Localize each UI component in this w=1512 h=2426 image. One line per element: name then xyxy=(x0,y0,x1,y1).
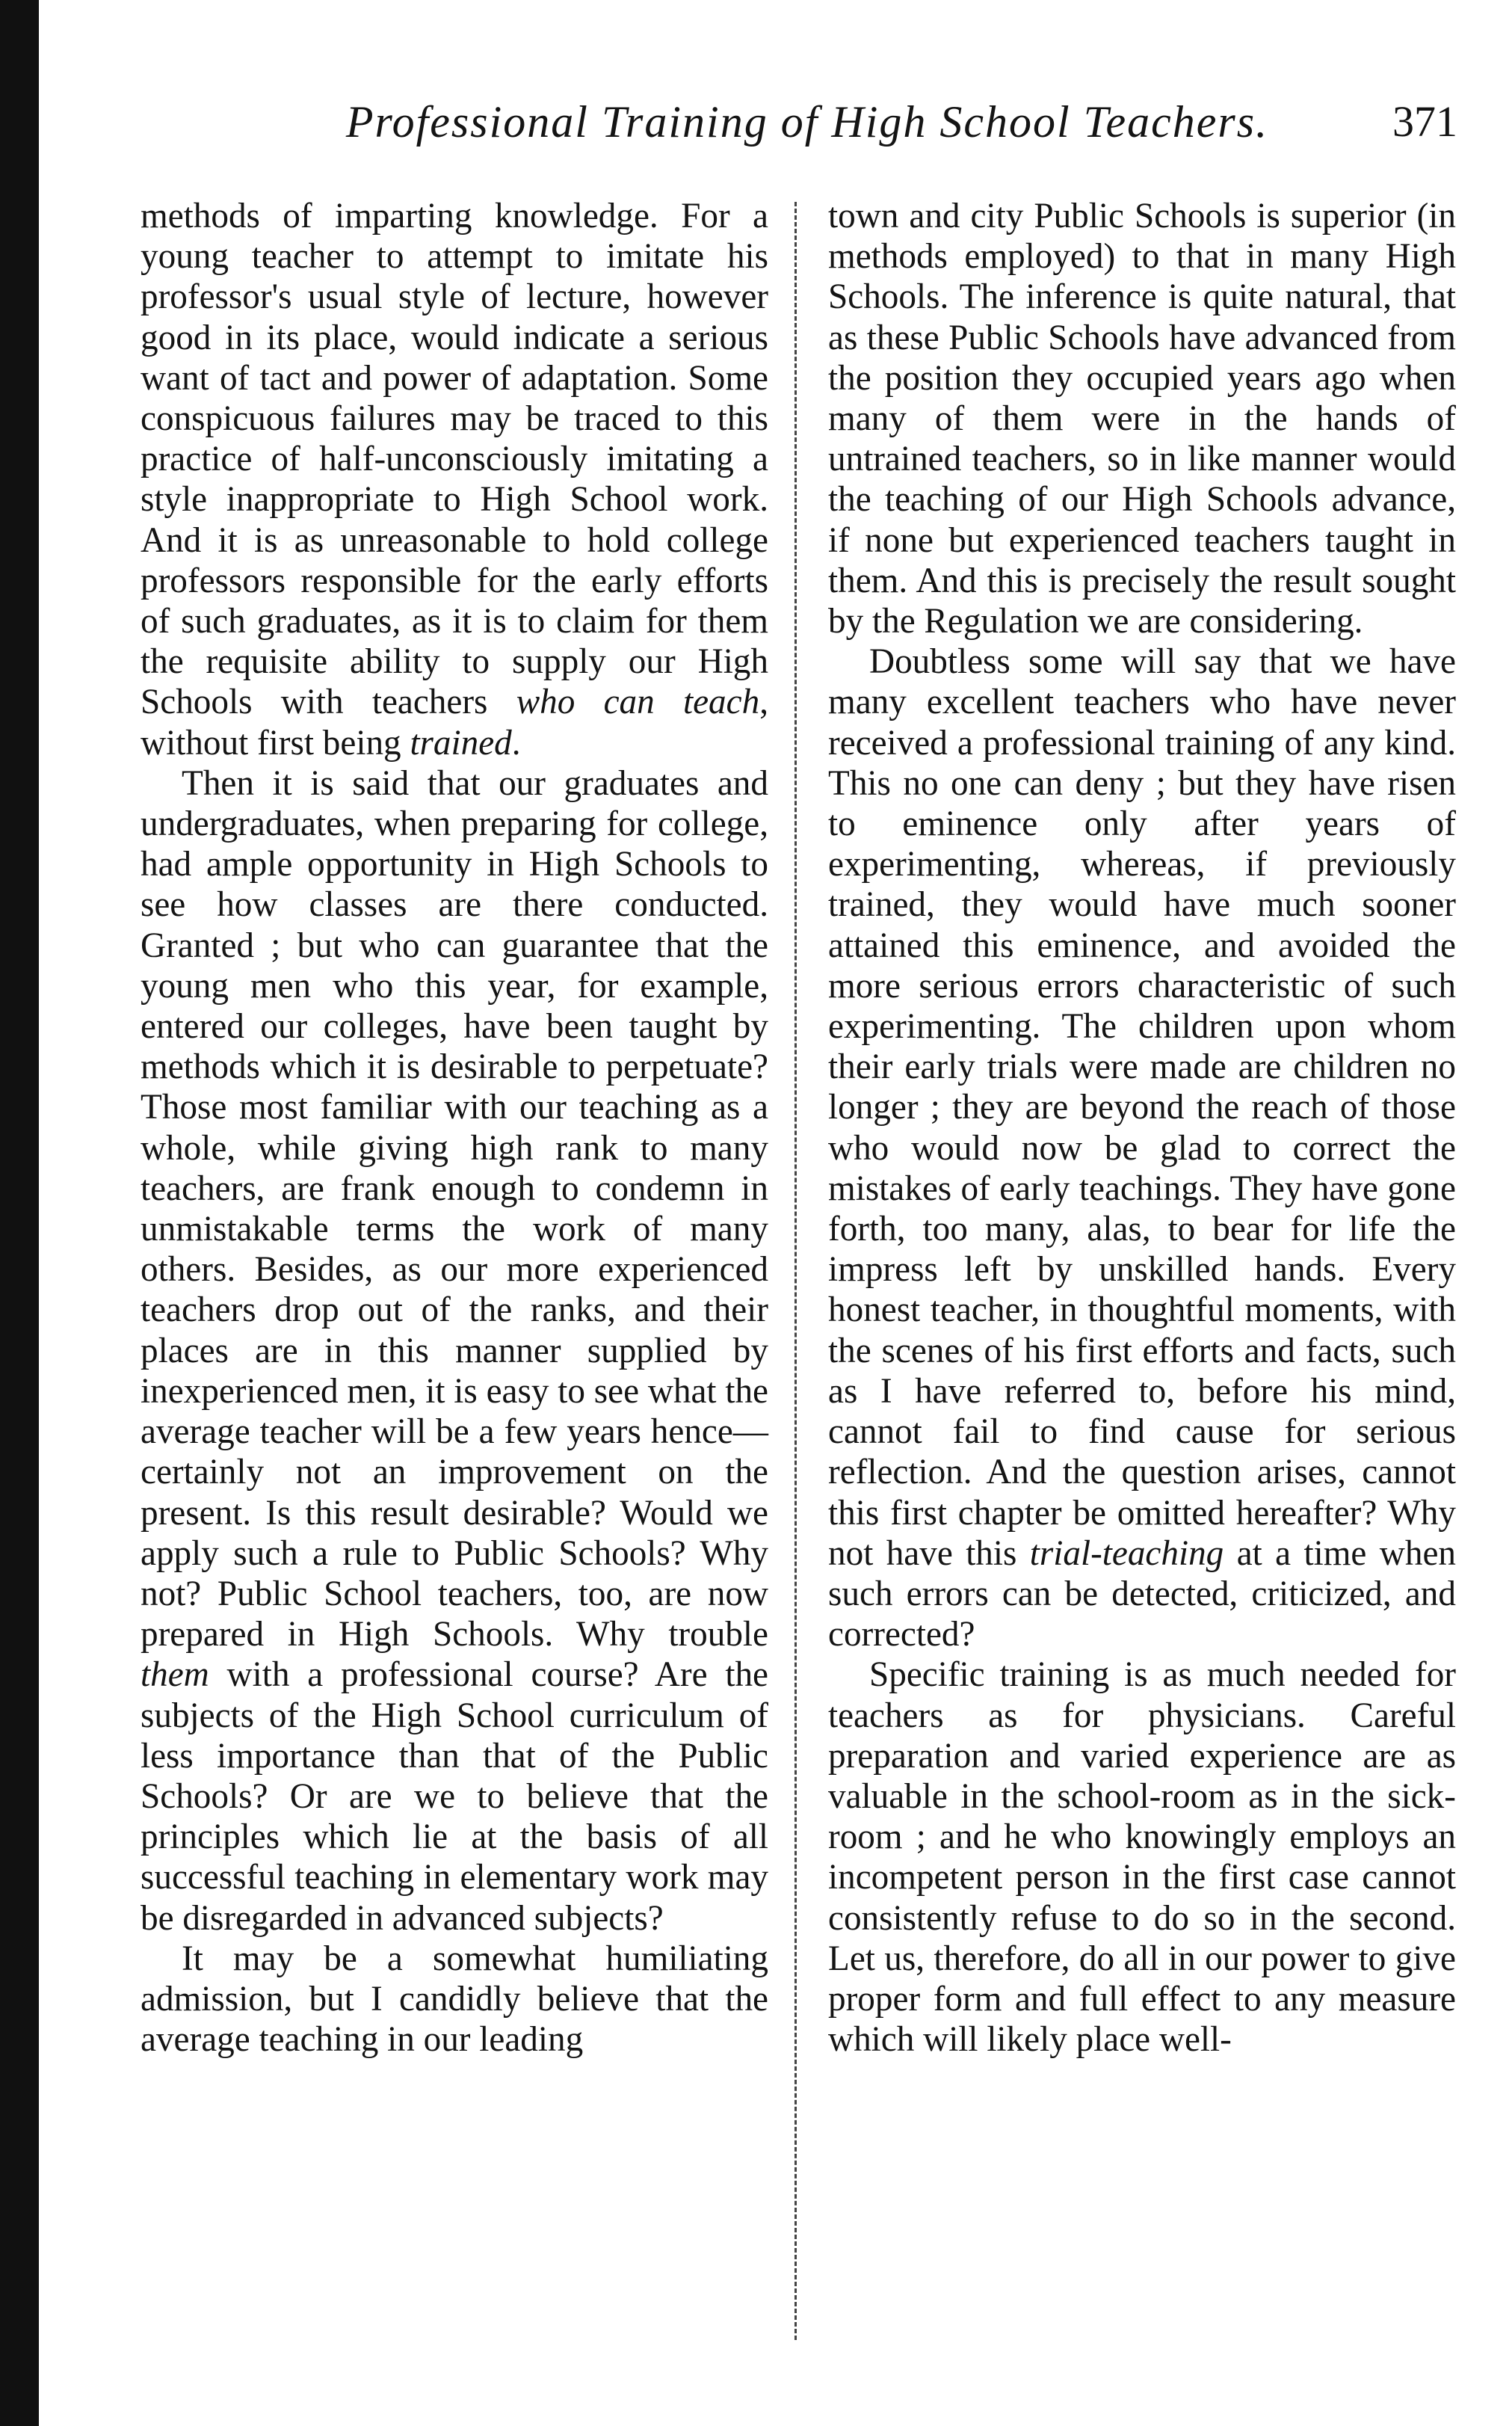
left-p2-italic-word: them xyxy=(141,1655,209,1695)
left-p1-middle-text: , without first being xyxy=(141,683,768,763)
right-p2-end: at a time when such errors can be detected, criticized, and corrected? xyxy=(828,1533,1456,1654)
left-p2-text-b: with a professional course? Are the subjects of the High School curriculum of less importance than that of the Public Schools? Or are we to believe that the principles which lie at the basis of all successful teaching in elementary work may be disregarded in advanced subjects? xyxy=(141,1655,768,1938)
left-p1-end: . xyxy=(511,723,521,763)
column-divider xyxy=(794,202,797,2340)
right-p2-italic-phrase: trial-teaching xyxy=(1029,1533,1224,1573)
left-p1-italic-phrase: who can teach xyxy=(516,683,760,722)
right-paragraph-3: Specific training is as much needed for teachers as for physicians. Careful preparation and varied experience are as valuable in the school-room as in the sick-room ; and he who knowingly employs an incompetent person in the first case cannot consistently refuse to do so in the second. Let us, therefore, do all in our power to give proper form and full effect to any measure which will likely place well- xyxy=(828,1655,1456,2060)
binding-edge-bar xyxy=(0,0,39,2426)
page-number: 371 xyxy=(1392,97,1457,146)
right-paragraph-1: town and city Public Schools is superior (in methods employed) to that in many High Schools. The inference is quite natural, that as these Public Schools have advanced from the position they occupied years ago when many of them were in the hands of untrained teachers, so in like manner would the teaching of our High Schools advance, if none but experienced teachers taught in them. And this is precisely the result sought by the Regulation we are considering. xyxy=(828,197,1456,641)
left-p1-italic-word: trained xyxy=(410,723,512,763)
left-p1-text: methods of imparting knowledge. For a young teacher to attempt to imitate his professor's usual style of lecture, however good in its place, would indicate a serious want of tact and power of adaptation. Some conspicuous failures may be traced to this practice of half-unconsciously imitating a style inappropriate to High School work. And it is as unreasonable to hold college professors responsible for the early efforts of such graduates, as it is to claim for them the requisite ability to supply our High Schools with teachers xyxy=(141,197,768,722)
left-paragraph-2 xyxy=(141,763,768,1939)
left-paragraph-3: It may be a somewhat humiliating admission, but I candidly believe that the average teaching in our leading xyxy=(141,1939,768,2060)
right-column xyxy=(828,196,1456,2060)
left-column xyxy=(141,196,768,2060)
right-p2-text: Doubtless some will say that we have many excellent teachers who have never received a professional training of any kind. This no one can deny ; but they have risen to eminence only after years of experimenting, whereas, if previously trained, they would have much sooner attained this eminence, and avoided the more serious errors characteristic of such experimenting. The children upon whom their early trials were made are children no longer ; they are beyond the reach of those who would now be glad to correct the mistakes of early teachings. They have gone forth, too many, alas, to bear for life the impress left by unskilled hands. Every honest teacher, in thoughtful moments, with the scenes of his first efforts and facts, such as I have referred to, before his mind, cannot fail to find cause for serious reflection. And the question arises, cannot this first chapter be omitted hereafter? Why not have this xyxy=(828,642,1456,1573)
right-paragraph-2 xyxy=(828,641,1456,1654)
running-header xyxy=(291,88,1457,156)
left-paragraph-1 xyxy=(141,196,768,763)
running-title: Professional Training of High School Teachers. xyxy=(345,97,1269,147)
left-p2-text-a: Then it is said that our graduates and undergraduates, when preparing for college, had ample opportunity in High Schools to see how classes are there conducted. Granted ; but who can guarantee that the young men who this year, for example, entered our colleges, have been taught by methods which it is desirable to perpetuate? Those most familiar with our teaching as a whole, while giving high rank to many teachers, are frank enough to condemn in unmistakable terms the work of many others. Besides, as our more experienced teachers drop out of the ranks, and their places are in this manner supplied by inexperienced men, it is easy to see what the average teacher will be a few years hence—certainly not an improvement on the present. Is this result desirable? Would we apply such a rule to Public Schools? Why not? Public School teachers, too, are now prepared in High Schools. Why trouble xyxy=(141,763,768,1654)
